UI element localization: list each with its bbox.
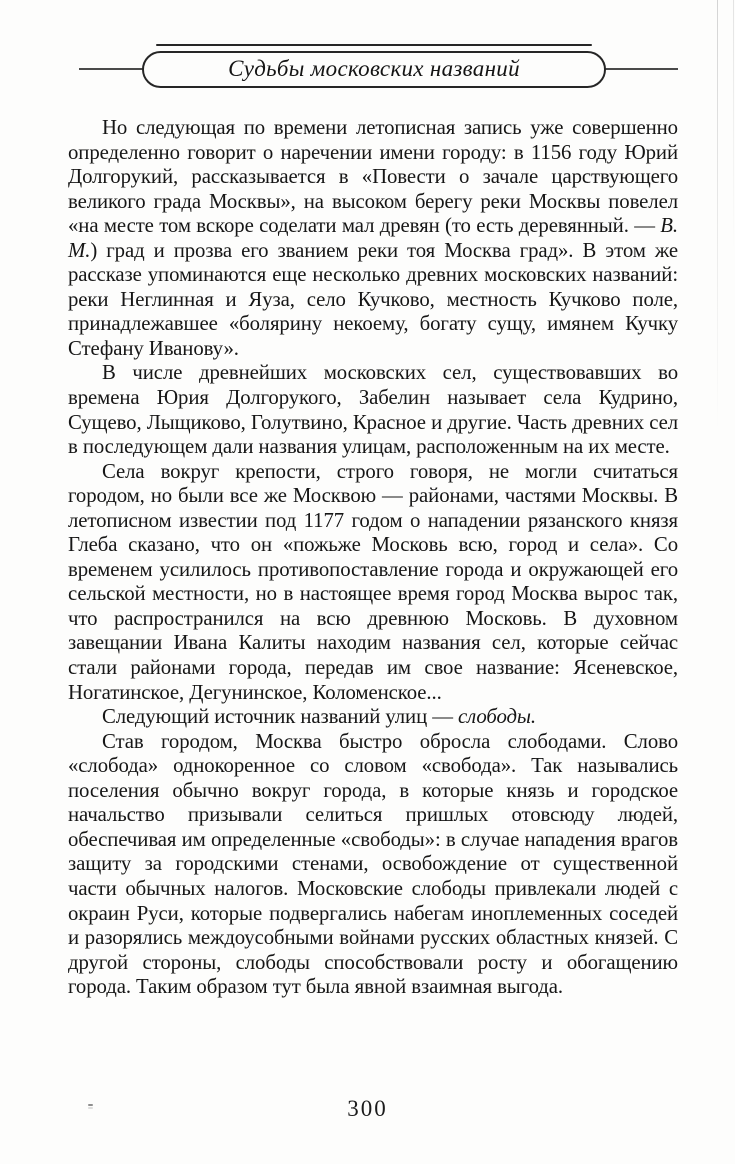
chapter-title-capsule	[142, 51, 606, 88]
paragraph	[68, 361, 678, 459]
italic-run: В. М.	[68, 214, 678, 262]
chapter-title: Судьбы московских названий	[228, 55, 520, 81]
paragraph	[68, 730, 678, 1000]
paragraph	[68, 116, 678, 361]
text-run: Следующий источник названий улиц —	[102, 705, 459, 729]
text-run: ) град и прозва его званием реки тоя Москва град». В этом же рассказе упоминаются еще несколько древних московских названий: реки Неглинная и Яуза, село Кучково, местность Кучково поле, принадлежавшее «болярину некоему, богату сущу, имянем Кучку Стефану Иванову».	[68, 238, 678, 360]
italic-run: слободы.	[458, 705, 537, 729]
scan-artifact-speck	[88, 1104, 93, 1106]
text-run: Но следующая по времени летописная запись уже совершенно определенно говорит о наречении имени городу: в 1156 году Юрий Долгорукий, рассказывается в «Повести о зачале царствующего великого града Москвы», на высоком берегу реки Москвы повелел «на месте том вскоре соделати мал древян (то есть деревянный. —	[68, 116, 678, 238]
header-top-accent-line	[156, 44, 592, 46]
page-number: 300	[347, 1096, 388, 1121]
paragraph	[68, 705, 678, 730]
text-run: Села вокруг крепости, строго говоря, не могли считаться городом, но были все же Москвою — районами, частями Москвы. В летописном известии под 1177 годом о нападении рязанского князя Глеба сказано, что он «пожьже Московь всю, город и села». Со временем усилилось противопоставление города и окружающей его сельской местности, но в настоящее время город Москва вырос так, что распространился на всю древнюю Московь. В духовном завещании Ивана Калиты находим названия сел, которые сейчас стали районами города, передав им свое название: Ясеневское, Ногатинское, Дегунинское, Коломенское...	[68, 459, 678, 704]
scan-artifact-line	[717, 0, 718, 430]
text-run: В числе древнейших московских сел, существовавших во времена Юрия Долгорукого, Забелин называет села Кудрино, Сущево, Лыщиково, Голутвино, Красное и другие. Часть древних сел в последующем дали названия улицам, расположенным на их месте.	[68, 361, 678, 459]
text-run: Став городом, Москва быстро обросла слободами. Слово «слобода» однокоренное со словом «свобода». Так назывались поселения обычно вокруг города, в которые князь и городское начальство призывали селиться пришлых отовсюду людей, обеспечивая им определенные «свободы»: в случае нападения врагов защиту за городскими стенами, освобождение от существенной части обычных налогов. Московские слободы привлекали людей с окраин Руси, которые подвергались набегам иноплеменных соседей и разорялись междоусобными войнами русских областных князей. С другой стороны, слободы способствовали росту и обогащению города. Таким образом тут была явной взаимная выгода.	[68, 729, 678, 999]
header-left-rule	[79, 68, 143, 70]
scan-artifact-line	[733, 0, 734, 250]
header-right-rule	[605, 68, 678, 70]
body-text	[68, 116, 678, 1000]
paragraph	[68, 460, 678, 705]
